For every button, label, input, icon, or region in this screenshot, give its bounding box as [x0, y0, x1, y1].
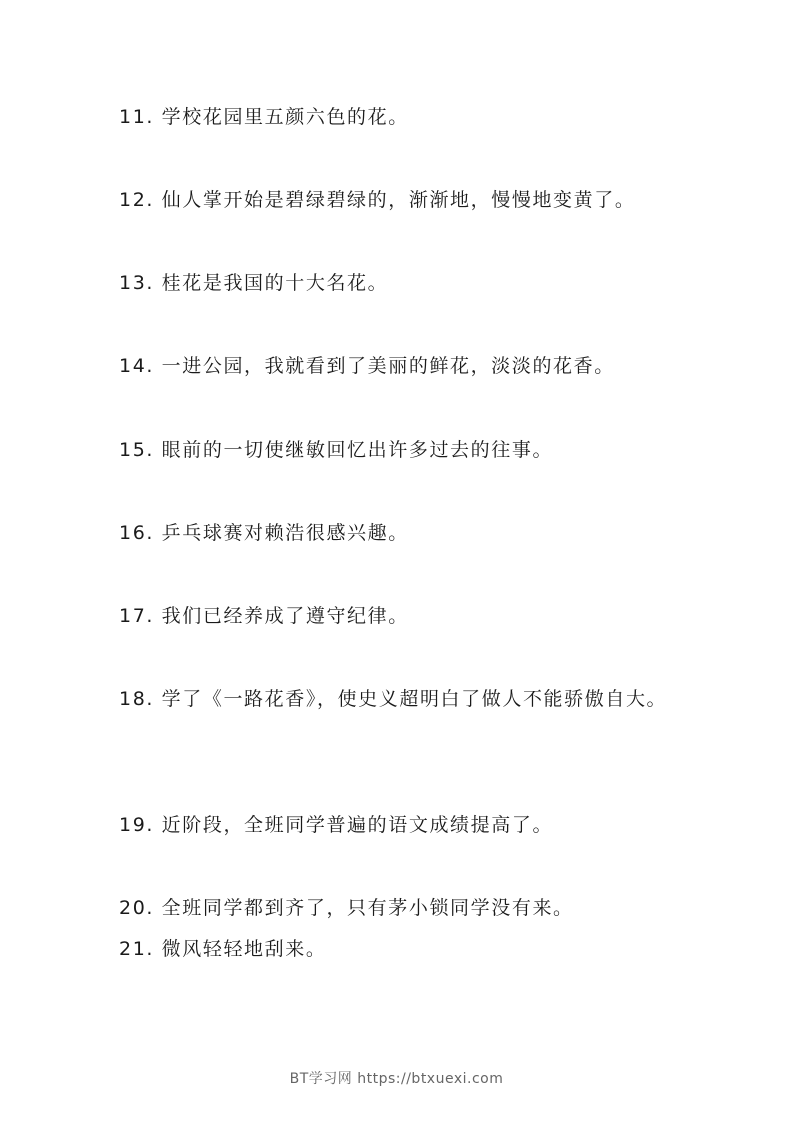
sentence-14: 14. 一进公园，我就看到了美丽的鲜花，淡淡的花香。	[119, 355, 615, 377]
sentence-16: 16. 乒乓球赛对赖浩很感兴趣。	[119, 522, 409, 544]
sentence-19: 19. 近阶段，全班同学普遍的语文成绩提高了。	[119, 814, 554, 836]
sentence-18: 18. 学了《一路花香》，使史义超明白了做人不能骄傲自大。	[119, 688, 668, 710]
sentence-12: 12. 仙人掌开始是碧绿碧绿的，渐渐地，慢慢地变黄了。	[119, 189, 636, 211]
sentence-13: 13. 桂花是我国的十大名花。	[119, 272, 389, 294]
sentence-20: 20. 全班同学都到齐了，只有茅小锁同学没有来。	[119, 897, 574, 919]
sentence-21: 21. 微风轻轻地刮来。	[119, 938, 327, 960]
sentence-11: 11. 学校花园里五颜六色的花。	[119, 106, 409, 128]
sentence-15: 15. 眼前的一切使继敏回忆出许多过去的往事。	[119, 439, 554, 461]
sentence-17: 17. 我们已经养成了遵守纪律。	[119, 605, 409, 627]
footer-watermark: BT学习网 https://btxuexi.com	[289, 1071, 504, 1087]
